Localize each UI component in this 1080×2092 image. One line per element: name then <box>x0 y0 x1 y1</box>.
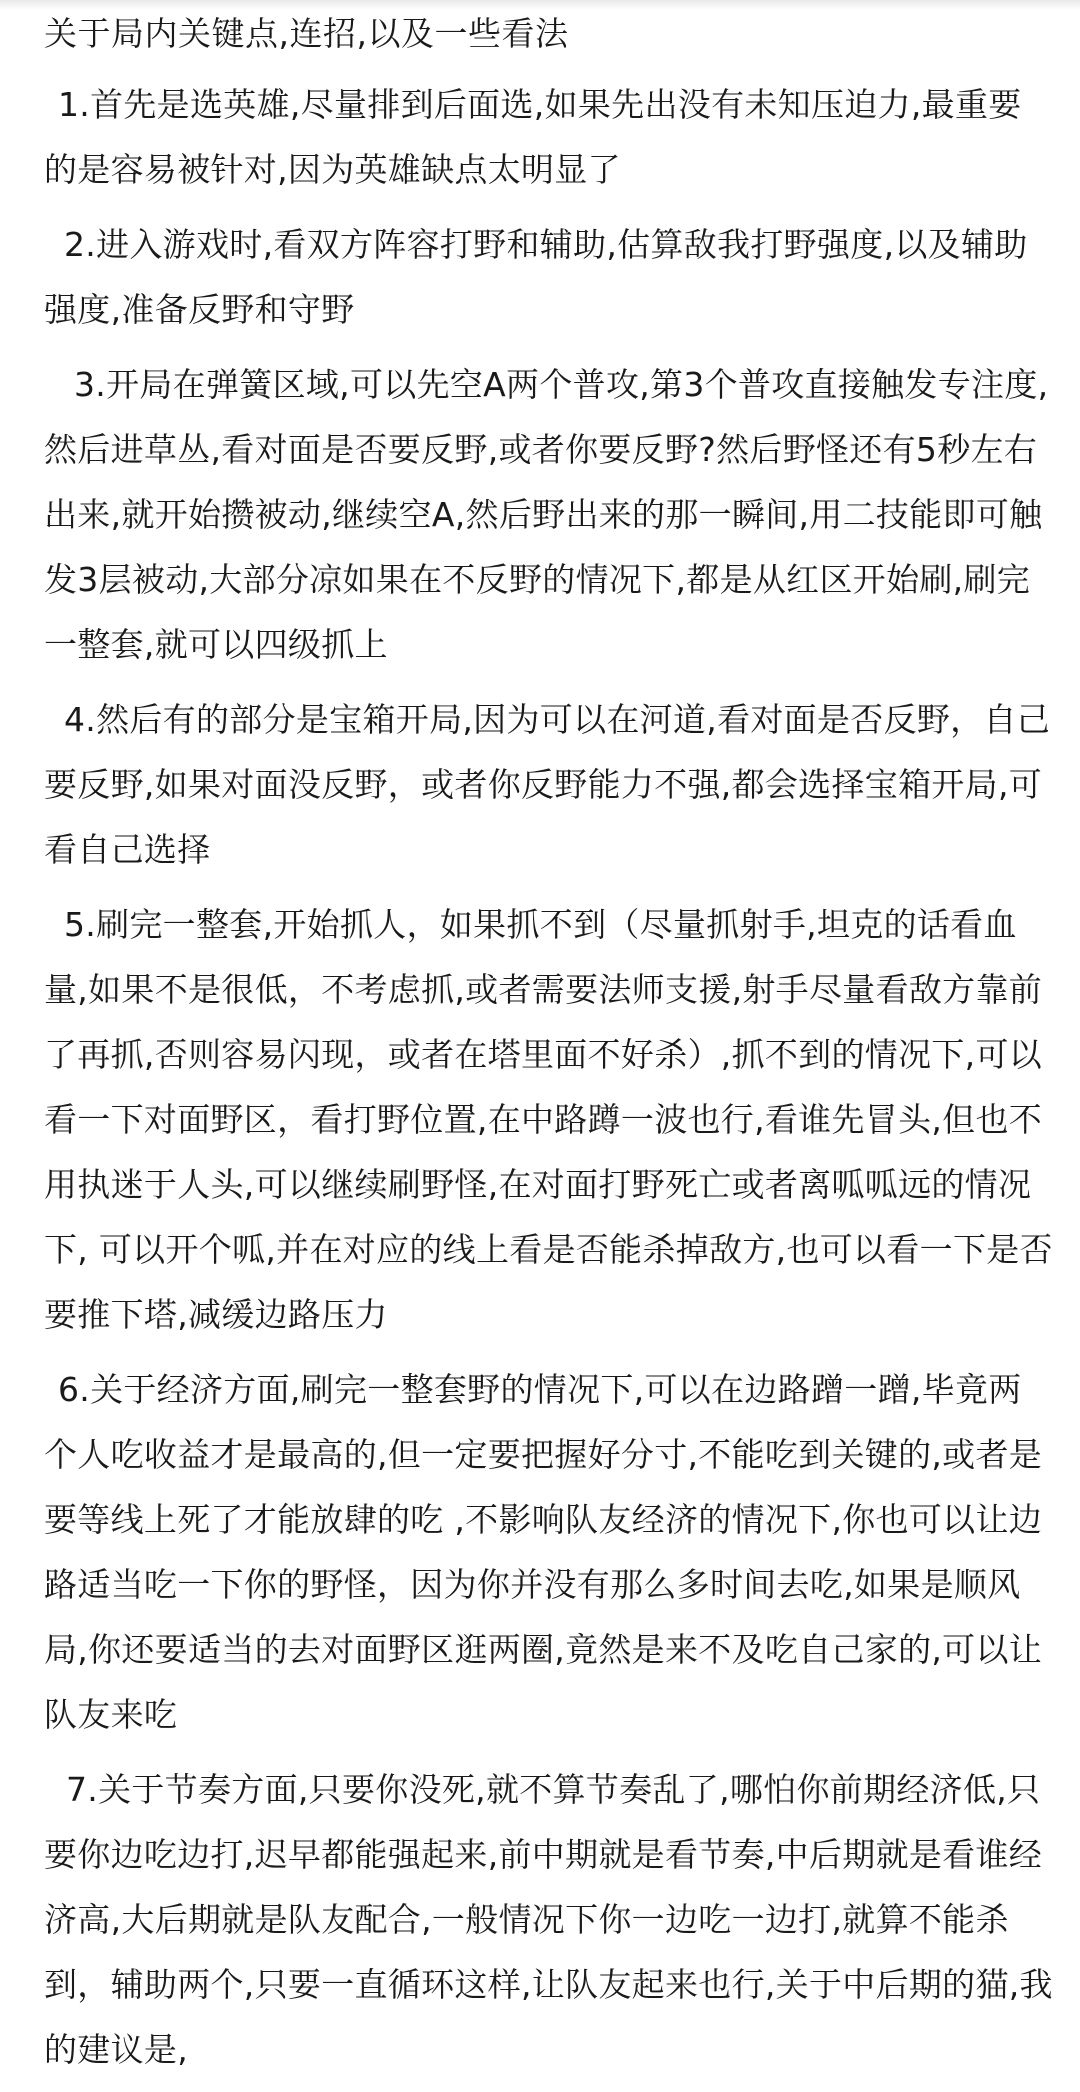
paragraph-1: 1.首先是选英雄,尽量排到后面选,如果先出没有未知压迫力,最重要的是容易被针对,因为英雄缺点太明显了 <box>44 85 1022 189</box>
article-title: 关于局内关键点,连招,以及一些看法 <box>44 14 569 53</box>
paragraph-5: 5.刷完一整套,开始抓人，如果抓不到（尽量抓射手,坦克的话看血量,如果不是很低，不考虑抓,或者需要法师支援,射手尽量看敌方靠前了再抓,否则容易闪现，或者在塔里面不好杀）,抓不到的情况下,可以看一下对面野区，看打野位置,在中路蹲一波也行,看谁先冒头,但也不用执迷于人头,可以继续刷野怪,在对面打野死亡或者离呱呱远的情况下, 可以开个呱,并在对应的线上看是否能杀掉敌方,也可以看一下是否要推下塔,减缓边路压力 <box>44 905 1053 1334</box>
paragraph-7: 7.关于节奏方面,只要你没死,就不算节奏乱了,哪怕你前期经济低,只要你边吃边打,迟早都能强起来,前中期就是看节奏,中后期就是看谁经济高,大后期就是队友配合,一般情况下你一边吃一边打,就算不能杀到，辅助两个,只要一直循环这样,让队友起来也行,关于中后期的猫,我的建议是, <box>44 1770 1053 2069</box>
article-body <box>44 6 1054 2092</box>
paragraph-3: 3.开局在弹簧区域,可以先空A两个普攻,第3个普攻直接触发专注度,然后进草丛,看对面是否要反野,或者你要反野?然后野怪还有5秒左右出来,就开始攒被动,继续空A,然后野出来的那一瞬间,用二技能即可触发3层被动,大部分凉如果在不反野的情况下,都是从红区开始刷,刷完一整套,就可以四级抓上 <box>44 365 1049 664</box>
paragraph-2: 2.进入游戏时,看双方阵容打野和辅助,估算敌我打野强度,以及辅助强度,准备反野和守野 <box>44 225 1028 329</box>
paragraph-4: 4.然后有的部分是宝箱开局,因为可以在河道,看对面是否反野，自己要反野,如果对面没反野，或者你反野能力不强,都会选择宝箱开局,可看自己选择 <box>44 700 1051 869</box>
paragraph-6: 6.关于经济方面,刷完一整套野的情况下,可以在边路蹭一蹭,毕竟两个人吃收益才是最高的,但一定要把握好分寸,不能吃到关键的,或者是要等线上死了才能放肆的吃 ,不影响队友经济的情况下,你也可以让边路适当吃一下你的野怪，因为你并没有那么多时间去吃,如果是顺风局,你还要适当的去对面野区逛两圈,竟然是来不及吃自己家的,可以让队友来吃 <box>44 1370 1043 1734</box>
